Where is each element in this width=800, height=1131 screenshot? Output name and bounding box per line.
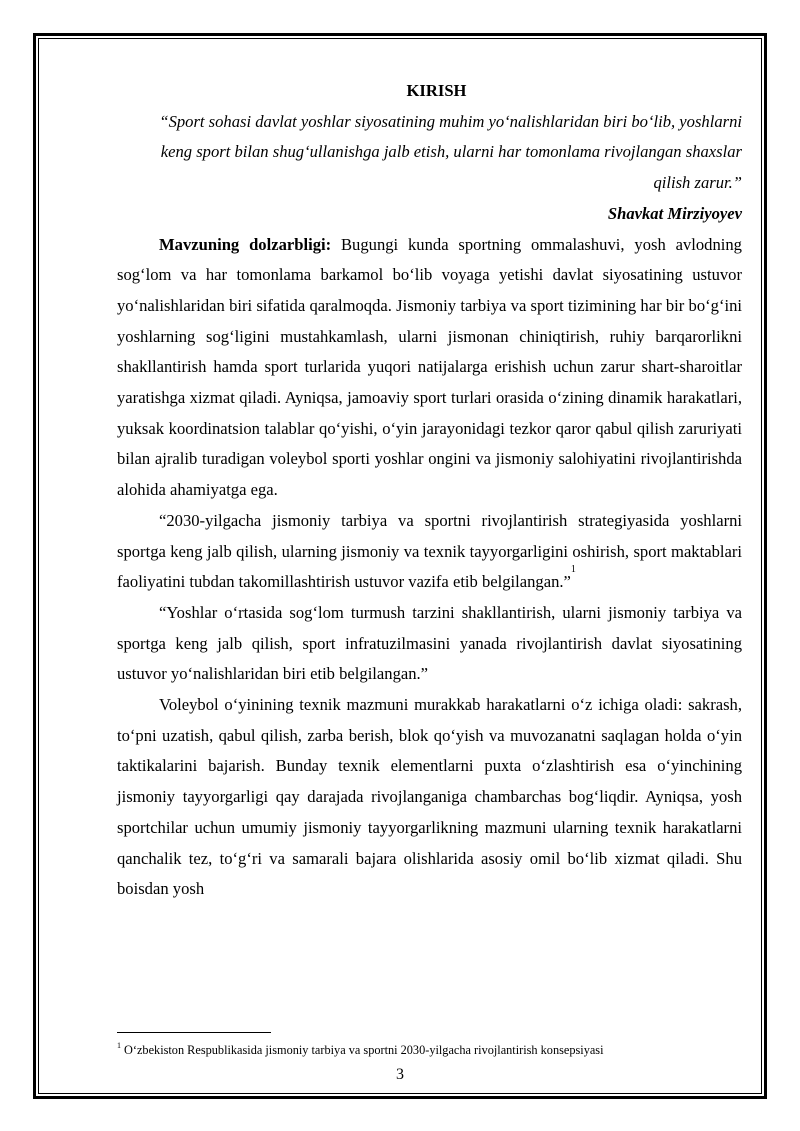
- footnote-text: O‘zbekiston Respublikasida jismoniy tarbiya va sportni 2030-yilgacha rivojlantirish konsepsiyasi: [124, 1043, 604, 1058]
- paragraph-text: “2030-yilgacha jismoniy tarbiya va sportni rivojlantirish strategiyasida yoshlarni sportga keng jalb qilish, ularning jismoniy va texnik tayyorgarligini oshirish, sport maktablari faoliyatini tubdan takomillashtirish ustuvor vazifa etib belgilangan.”: [117, 510, 742, 592]
- footnote: [117, 1039, 742, 1058]
- paragraph-healthy-lifestyle: “Yoshlar o‘rtasida sog‘lom turmush tarzini shakllantirish, ularni jismoniy tarbiya va sportga keng jalb qilish, sport infratuzilmasini yanada rivojlantirish davlat siyosatining ustuvor yo‘nalishlaridan biri etib belgilangan.”: [117, 602, 742, 684]
- page-content: [117, 76, 742, 905]
- epigraph-quote: “Sport sohasi davlat yoshlar siyosatining muhim yo‘nalishlaridan biri bo‘lib, yoshlarni keng sport bilan shug‘ullanishga jalb etish, ularni har tomonlama rivojlangan shaxslar qilish zarur.”: [159, 111, 742, 193]
- paragraph-relevance: [117, 230, 742, 506]
- footnote-marker: 1: [117, 1041, 121, 1050]
- footnote-reference[interactable]: 1: [570, 564, 576, 576]
- paragraph-lead: Mavzuning dolzarbligi:: [159, 234, 332, 254]
- paragraph-strategy: [117, 506, 742, 598]
- paragraph-volleyball-technique: Voleybol o‘yinining texnik mazmuni murakkab harakatlarni o‘z ichiga oladi: sakrash, to‘pni uzatish, qabul qilish, zarba berish, blok qo‘yish va muvozanatni saqlagan holda o‘yin taktikalarini bajarish. Bunday texnik elementlarni puxta o‘zlashtirish esa o‘yinchining jismoniy tayyorgarligi qay darajada rivojlanganiga chambarchas bog‘liqdir. Ayniqsa, yosh sportchilar uchun umumiy jismoniy tayyorgarlikning mazmuni ularning texnik harakatlarni qanchalik tez, to‘g‘ri va samarali bajara olishlarida asosiy omil bo‘lib xizmat qiladi. Shu boisdan yosh: [117, 695, 742, 899]
- paragraph-text: Bugungi kunda sportning ommalashuvi, yosh avlodning sog‘lom va har tomonlama barkamol bo‘lib voyaga yetishi davlat siyosatining ustuvor yo‘nalishlaridan biri sifatida qaralmoqda. Jismoniy tarbiya va sport tizimining har bir bo‘g‘ini yoshlarning sog‘ligini mustahkamlash, ularni jismonan chiniqtirish, ruhiy barqarorlikni shakllantirish hamda sport turlarida yuqori natijalarga erishish uchun zarur shart-sharoitlar yaratishga xizmat qiladi. Ayniqsa, jamoaviy sport turlari orasida o‘zining dinamik harakatlari, yuksak koordinatsion talablar qo‘yishi, o‘yin jarayonidagi tezkor qaror qabul qilish zaruriyati bilan ajralib turadigan voleybol sporti yoshlar ongini va jismoniy salohiyatini rivojlantirishda alohida ahamiyatga ega.: [117, 234, 742, 500]
- epigraph-author: Shavkat Mirziyoyev: [607, 203, 742, 223]
- footnote-divider: [117, 1032, 271, 1033]
- page-number: 3: [396, 1066, 404, 1083]
- section-heading: KIRISH: [406, 81, 467, 100]
